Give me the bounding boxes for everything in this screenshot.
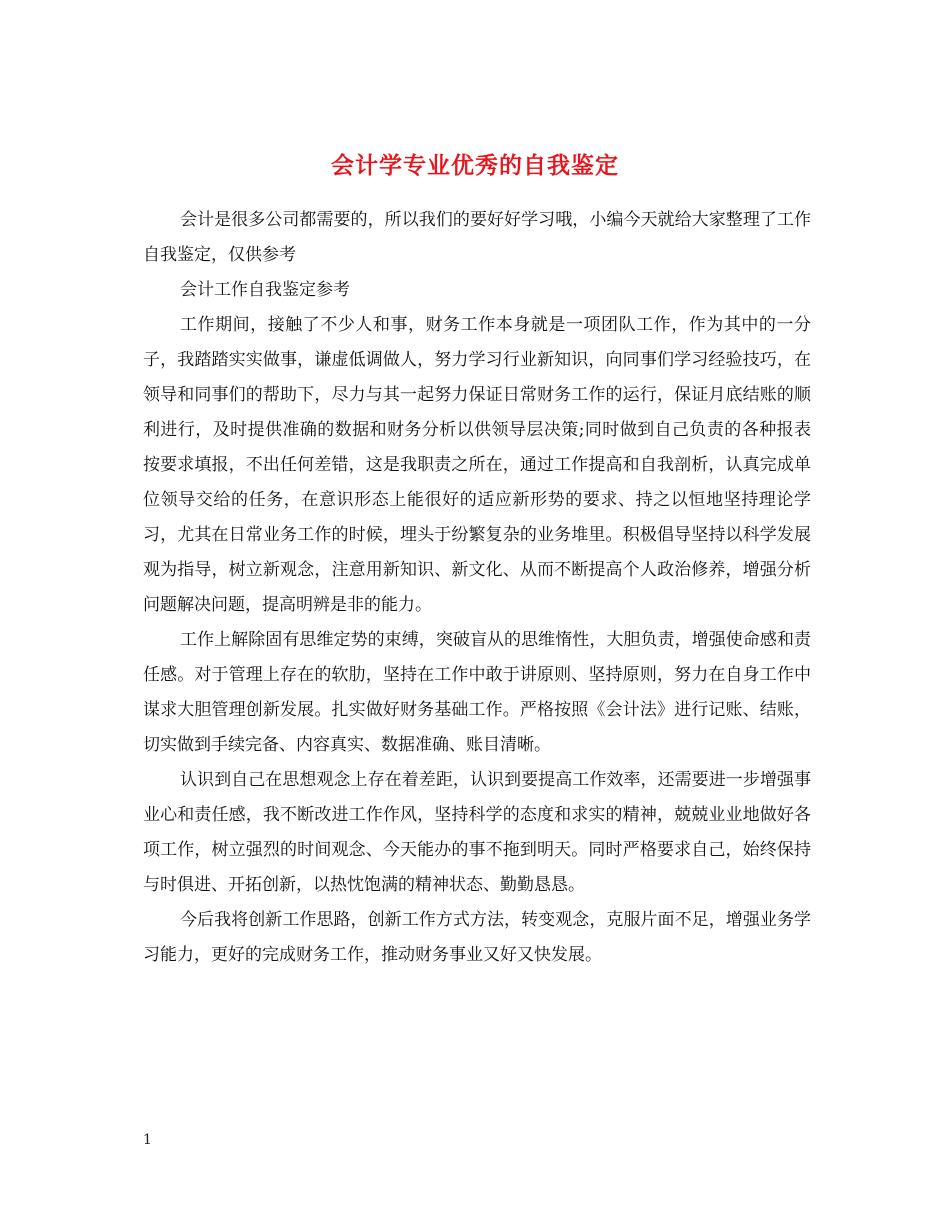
page-number: 1 (143, 1132, 152, 1148)
paragraph-break-constraints: 工作上解除固有思维定势的束缚，突破盲从的思维惰性，大胆负责，增强使命感和责任感。对于管理上存在的软肋，坚持在工作中敢于讲原则、坚持原则，努力在自身工作中谋求大胆管理创新发展。扎实做好财务基础工作。严格按照《会计法》进行记账、结账，切实做到手续完备、内容真实、数据准确、账目清晰。 (143, 630, 811, 755)
paragraph-subheading: 会计工作自我鉴定参考 (180, 280, 350, 300)
document-title: 会计学专业优秀的自我鉴定 (331, 153, 619, 180)
document-body (143, 203, 811, 973)
paragraph-self-awareness: 认识到自己在思想观念上存在着差距，认识到要提高工作效率，还需要进一步增强事业心和责任感，我不断改进工作作风，坚持科学的态度和求实的精神，兢兢业业地做好各项工作，树立强烈的时间观念、今天能办的事不拖到明天。同时严格要求自己，始终保持与时俱进、开拓创新，以热忱饱满的精神状态、勤勤恳恳。 (143, 770, 811, 895)
paragraph-work-period: 工作期间，接触了不少人和事，财务工作本身就是一项团队工作，作为其中的一分子，我踏踏实实做事，谦虚低调做人，努力学习行业新知识，向同事们学习经验技巧，在领导和同事们的帮助下，尽力与其一起努力保证日常财务工作的运行，保证月底结账的顺利进行，及时提供准确的数据和财务分析以供领导层决策;同时做到自己负责的各种报表按要求填报，不出任何差错，这是我职责之所在，通过工作提高和自我剖析，认真完成单位领导交给的任务，在意识形态上能很好的适应新形势的要求、持之以恒地坚持理论学习，尤其在日常业务工作的时候，埋头于纷繁复杂的业务堆里。积极倡导坚持以科学发展观为指导，树立新观念，注意用新知识、新文化、从而不断提高个人政治修养，增强分析问题解决问题，提高明辨是非的能力。 (143, 315, 811, 615)
paragraph-future-plan: 今后我将创新工作思路，创新工作方式方法，转变观念，克服片面不足，增强业务学习能力，更好的完成财务工作，推动财务事业又好又快发展。 (143, 910, 811, 965)
paragraph-intro: 会计是很多公司都需要的，所以我们的要好好学习哦，小编今天就给大家整理了工作自我鉴定，仅供参考 (143, 210, 811, 265)
